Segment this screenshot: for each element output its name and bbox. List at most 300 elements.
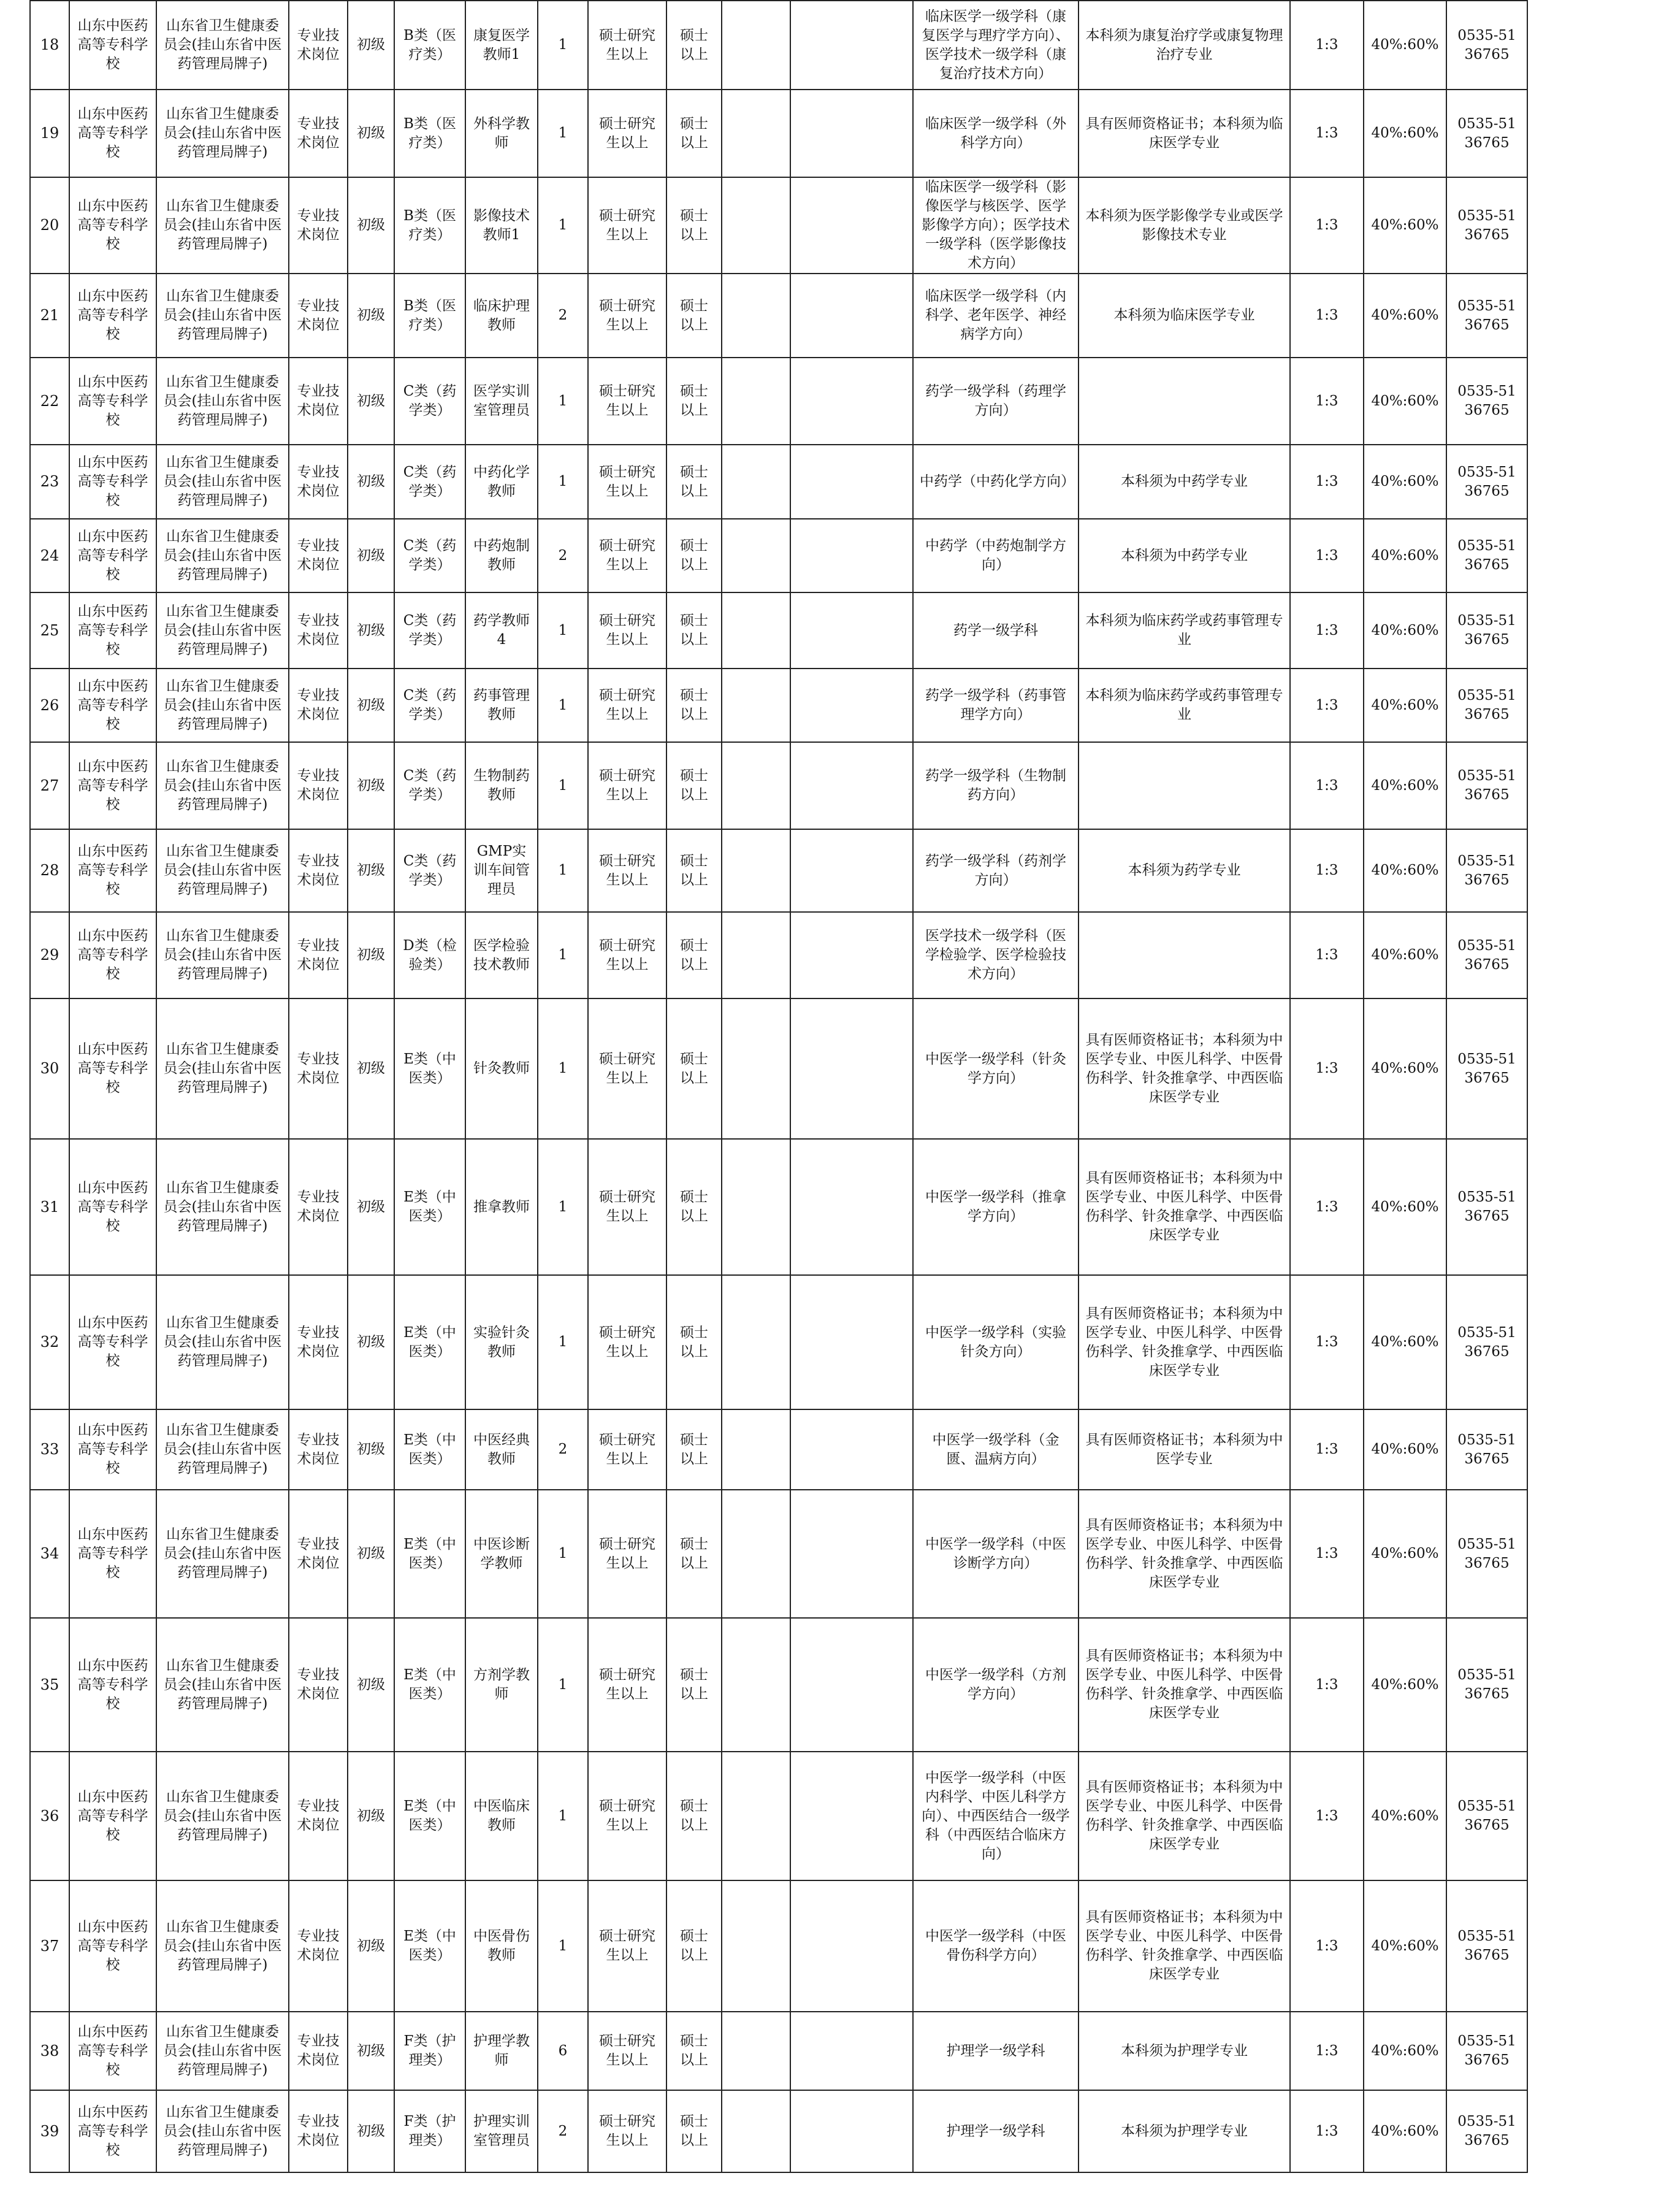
department-cell: 山东省卫生健康委员会(挂山东省中医药管理局牌子)	[156, 90, 289, 177]
score-weight-cell: 40%:60%	[1364, 177, 1446, 274]
education-cell: 硕士研究生以上	[588, 90, 666, 177]
department-cell: 山东省卫生健康委员会(挂山东省中医药管理局牌子)	[156, 2090, 289, 2172]
blank-column-2-cell	[790, 177, 913, 274]
other-requirement-cell: 具有医师资格证书；本科须为中医学专业、中医儿科学、中医骨伤科学、针灸推拿学、中西医临床医学专业	[1079, 1752, 1290, 1880]
exam-category-cell: C类（药学类）	[394, 669, 465, 742]
blank-column-cell	[722, 592, 790, 669]
score-weight-cell: 40%:60%	[1364, 2090, 1446, 2172]
exam-ratio-cell: 1:3	[1290, 1618, 1364, 1752]
position-type-cell: 专业技术岗位	[289, 177, 348, 274]
exam-category-cell: E类（中医类）	[394, 1618, 465, 1752]
major-requirement-cell: 药学一级学科（药剂学方向）	[913, 829, 1079, 912]
position-level-cell: 初级	[348, 1880, 394, 2012]
other-requirement-cell: 具有医师资格证书；本科须为中医学专业、中医儿科学、中医骨伤科学、针灸推拿学、中西医临床医学专业	[1079, 1490, 1290, 1618]
contact-phone-cell: 0535-5136765	[1446, 742, 1527, 829]
hiring-count-cell: 1	[538, 592, 588, 669]
position-name-cell: 中药炮制教师	[465, 519, 538, 592]
hiring-count-cell: 1	[538, 445, 588, 519]
score-weight-cell: 40%:60%	[1364, 912, 1446, 998]
exam-ratio-cell: 1:3	[1290, 445, 1364, 519]
blank-column-2-cell	[790, 1409, 913, 1490]
blank-column-cell	[722, 1409, 790, 1490]
exam-category-cell: E类（中医类）	[394, 1409, 465, 1490]
other-requirement-cell: 具有医师资格证书；本科须为中医学专业、中医儿科学、中医骨伤科学、针灸推拿学、中西医临床医学专业	[1079, 998, 1290, 1139]
table-row	[30, 742, 1527, 829]
score-weight-cell: 40%:60%	[1364, 1752, 1446, 1880]
position-name-cell: 护理学教师	[465, 2012, 538, 2090]
blank-column-2-cell	[790, 358, 913, 445]
exam-category-cell: F类（护理类）	[394, 2012, 465, 2090]
education-cell: 硕士研究生以上	[588, 998, 666, 1139]
contact-phone-cell: 0535-5136765	[1446, 2012, 1527, 2090]
exam-category-cell: C类（药学类）	[394, 519, 465, 592]
other-requirement-cell: 本科须为护理学专业	[1079, 2012, 1290, 2090]
exam-ratio-cell: 1:3	[1290, 1409, 1364, 1490]
major-requirement-cell: 临床医学一级学科（影像医学与核医学、医学影像学方向）；医学技术一级学科（医学影像技术方向）	[913, 177, 1079, 274]
department-cell: 山东省卫生健康委员会(挂山东省中医药管理局牌子)	[156, 1880, 289, 2012]
degree-cell: 硕士以上	[666, 669, 722, 742]
position-type-cell: 专业技术岗位	[289, 829, 348, 912]
blank-column-2-cell	[790, 1275, 913, 1409]
blank-column-cell	[722, 1139, 790, 1275]
major-requirement-cell: 中医学一级学科（实验针灸方向）	[913, 1275, 1079, 1409]
blank-column-cell	[722, 358, 790, 445]
position-name-cell: 中医经典教师	[465, 1409, 538, 1490]
position-type-cell: 专业技术岗位	[289, 1618, 348, 1752]
blank-column-2-cell	[790, 742, 913, 829]
position-level-cell: 初级	[348, 1618, 394, 1752]
exam-category-cell: E类（中医类）	[394, 1752, 465, 1880]
other-requirement-cell: 本科须为临床医学专业	[1079, 274, 1290, 358]
row-number-cell: 29	[30, 912, 69, 998]
position-level-cell: 初级	[348, 1752, 394, 1880]
position-type-cell: 专业技术岗位	[289, 742, 348, 829]
blank-column-cell	[722, 1, 790, 90]
department-cell: 山东省卫生健康委员会(挂山东省中医药管理局牌子)	[156, 274, 289, 358]
other-requirement-cell: 本科须为医学影像学专业或医学影像技术专业	[1079, 177, 1290, 274]
table-row	[30, 1618, 1527, 1752]
position-type-cell: 专业技术岗位	[289, 912, 348, 998]
position-name-cell: 医学检验技术教师	[465, 912, 538, 998]
department-cell: 山东省卫生健康委员会(挂山东省中医药管理局牌子)	[156, 1139, 289, 1275]
row-number-cell: 36	[30, 1752, 69, 1880]
contact-phone-cell: 0535-5136765	[1446, 912, 1527, 998]
row-number-cell: 33	[30, 1409, 69, 1490]
education-cell: 硕士研究生以上	[588, 912, 666, 998]
position-level-cell: 初级	[348, 829, 394, 912]
position-type-cell: 专业技术岗位	[289, 998, 348, 1139]
other-requirement-cell: 具有医师资格证书；本科须为中医学专业、中医儿科学、中医骨伤科学、针灸推拿学、中西医临床医学专业	[1079, 1139, 1290, 1275]
row-number-cell: 37	[30, 1880, 69, 2012]
hiring-count-cell: 1	[538, 998, 588, 1139]
blank-column-2-cell	[790, 2090, 913, 2172]
position-name-cell: 中医诊断学教师	[465, 1490, 538, 1618]
contact-phone-cell: 0535-5136765	[1446, 90, 1527, 177]
blank-column-cell	[722, 1275, 790, 1409]
hiring-count-cell: 2	[538, 2090, 588, 2172]
exam-ratio-cell: 1:3	[1290, 274, 1364, 358]
contact-phone-cell: 0535-5136765	[1446, 1139, 1527, 1275]
position-level-cell: 初级	[348, 90, 394, 177]
department-cell: 山东省卫生健康委员会(挂山东省中医药管理局牌子)	[156, 592, 289, 669]
row-number-cell: 26	[30, 669, 69, 742]
position-type-cell: 专业技术岗位	[289, 592, 348, 669]
major-requirement-cell: 临床医学一级学科（康复医学与理疗学方向）、医学技术一级学科（康复治疗技术方向）	[913, 1, 1079, 90]
degree-cell: 硕士以上	[666, 2012, 722, 2090]
hiring-count-cell: 1	[538, 1, 588, 90]
blank-column-2-cell	[790, 519, 913, 592]
exam-ratio-cell: 1:3	[1290, 742, 1364, 829]
score-weight-cell: 40%:60%	[1364, 592, 1446, 669]
blank-column-cell	[722, 2012, 790, 2090]
exam-category-cell: E类（中医类）	[394, 1139, 465, 1275]
school-name-cell: 山东中医药高等专科学校	[69, 274, 156, 358]
education-cell: 硕士研究生以上	[588, 1880, 666, 2012]
hiring-count-cell: 1	[538, 1490, 588, 1618]
position-level-cell: 初级	[348, 1, 394, 90]
position-name-cell: 生物制药教师	[465, 742, 538, 829]
school-name-cell: 山东中医药高等专科学校	[69, 829, 156, 912]
department-cell: 山东省卫生健康委员会(挂山东省中医药管理局牌子)	[156, 829, 289, 912]
position-name-cell: 临床护理教师	[465, 274, 538, 358]
blank-column-cell	[722, 912, 790, 998]
education-cell: 硕士研究生以上	[588, 2012, 666, 2090]
department-cell: 山东省卫生健康委员会(挂山东省中医药管理局牌子)	[156, 445, 289, 519]
exam-category-cell: E类（中医类）	[394, 1275, 465, 1409]
school-name-cell: 山东中医药高等专科学校	[69, 998, 156, 1139]
row-number-cell: 18	[30, 1, 69, 90]
score-weight-cell: 40%:60%	[1364, 274, 1446, 358]
major-requirement-cell: 中医学一级学科（推拿学方向）	[913, 1139, 1079, 1275]
degree-cell: 硕士以上	[666, 998, 722, 1139]
exam-ratio-cell: 1:3	[1290, 2090, 1364, 2172]
blank-column-cell	[722, 519, 790, 592]
other-requirement-cell: 本科须为药学专业	[1079, 829, 1290, 912]
major-requirement-cell: 中医学一级学科（中医骨伤科学方向）	[913, 1880, 1079, 2012]
blank-column-2-cell	[790, 1880, 913, 2012]
degree-cell: 硕士以上	[666, 1139, 722, 1275]
major-requirement-cell: 中药学（中药炮制学方向）	[913, 519, 1079, 592]
degree-cell: 硕士以上	[666, 1275, 722, 1409]
exam-ratio-cell: 1:3	[1290, 669, 1364, 742]
contact-phone-cell: 0535-5136765	[1446, 669, 1527, 742]
department-cell: 山东省卫生健康委员会(挂山东省中医药管理局牌子)	[156, 2012, 289, 2090]
score-weight-cell: 40%:60%	[1364, 445, 1446, 519]
exam-category-cell: B类（医疗类）	[394, 90, 465, 177]
position-name-cell: 方剂学教师	[465, 1618, 538, 1752]
row-number-cell: 27	[30, 742, 69, 829]
school-name-cell: 山东中医药高等专科学校	[69, 1618, 156, 1752]
table-row	[30, 1880, 1527, 2012]
major-requirement-cell: 药学一级学科（药事管理学方向）	[913, 669, 1079, 742]
contact-phone-cell: 0535-5136765	[1446, 1, 1527, 90]
table-row	[30, 912, 1527, 998]
score-weight-cell: 40%:60%	[1364, 1409, 1446, 1490]
blank-column-cell	[722, 2090, 790, 2172]
exam-category-cell: B类（医疗类）	[394, 1, 465, 90]
contact-phone-cell: 0535-5136765	[1446, 829, 1527, 912]
table-row	[30, 1, 1527, 90]
row-number-cell: 28	[30, 829, 69, 912]
position-name-cell: 医学实训室管理员	[465, 358, 538, 445]
row-number-cell: 25	[30, 592, 69, 669]
score-weight-cell: 40%:60%	[1364, 519, 1446, 592]
recruitment-table	[29, 0, 1528, 2173]
blank-column-cell	[722, 177, 790, 274]
degree-cell: 硕士以上	[666, 592, 722, 669]
blank-column-cell	[722, 669, 790, 742]
exam-ratio-cell: 1:3	[1290, 1275, 1364, 1409]
department-cell: 山东省卫生健康委员会(挂山东省中医药管理局牌子)	[156, 1275, 289, 1409]
blank-column-2-cell	[790, 998, 913, 1139]
row-number-cell: 23	[30, 445, 69, 519]
exam-ratio-cell: 1:3	[1290, 177, 1364, 274]
exam-ratio-cell: 1:3	[1290, 998, 1364, 1139]
score-weight-cell: 40%:60%	[1364, 1490, 1446, 1618]
exam-category-cell: C类（药学类）	[394, 829, 465, 912]
row-number-cell: 24	[30, 519, 69, 592]
contact-phone-cell: 0535-5136765	[1446, 1409, 1527, 1490]
hiring-count-cell: 1	[538, 358, 588, 445]
blank-column-2-cell	[790, 829, 913, 912]
other-requirement-cell	[1079, 742, 1290, 829]
education-cell: 硕士研究生以上	[588, 2090, 666, 2172]
hiring-count-cell: 6	[538, 2012, 588, 2090]
exam-category-cell: C类（药学类）	[394, 445, 465, 519]
contact-phone-cell: 0535-5136765	[1446, 519, 1527, 592]
hiring-count-cell: 2	[538, 1409, 588, 1490]
degree-cell: 硕士以上	[666, 274, 722, 358]
school-name-cell: 山东中医药高等专科学校	[69, 2012, 156, 2090]
exam-ratio-cell: 1:3	[1290, 1, 1364, 90]
table-row	[30, 177, 1527, 274]
degree-cell: 硕士以上	[666, 1880, 722, 2012]
contact-phone-cell: 0535-5136765	[1446, 1752, 1527, 1880]
degree-cell: 硕士以上	[666, 829, 722, 912]
education-cell: 硕士研究生以上	[588, 358, 666, 445]
blank-column-cell	[722, 1490, 790, 1618]
education-cell: 硕士研究生以上	[588, 177, 666, 274]
position-type-cell: 专业技术岗位	[289, 445, 348, 519]
blank-column-2-cell	[790, 1490, 913, 1618]
score-weight-cell: 40%:60%	[1364, 358, 1446, 445]
row-number-cell: 31	[30, 1139, 69, 1275]
major-requirement-cell: 药学一级学科	[913, 592, 1079, 669]
hiring-count-cell: 1	[538, 1752, 588, 1880]
degree-cell: 硕士以上	[666, 2090, 722, 2172]
exam-ratio-cell: 1:3	[1290, 519, 1364, 592]
major-requirement-cell: 中医学一级学科（中医内科学、中医儿科学方向）、中西医结合一级学科（中西医结合临床方向）	[913, 1752, 1079, 1880]
row-number-cell: 35	[30, 1618, 69, 1752]
blank-column-2-cell	[790, 90, 913, 177]
school-name-cell: 山东中医药高等专科学校	[69, 1409, 156, 1490]
table-row	[30, 519, 1527, 592]
position-level-cell: 初级	[348, 1490, 394, 1618]
exam-ratio-cell: 1:3	[1290, 1880, 1364, 2012]
table-row	[30, 1139, 1527, 1275]
score-weight-cell: 40%:60%	[1364, 998, 1446, 1139]
major-requirement-cell: 中医学一级学科（针灸学方向）	[913, 998, 1079, 1139]
exam-category-cell: F类（护理类）	[394, 2090, 465, 2172]
department-cell: 山东省卫生健康委员会(挂山东省中医药管理局牌子)	[156, 358, 289, 445]
position-level-cell: 初级	[348, 445, 394, 519]
major-requirement-cell: 临床医学一级学科（外科学方向）	[913, 90, 1079, 177]
education-cell: 硕士研究生以上	[588, 519, 666, 592]
row-number-cell: 34	[30, 1490, 69, 1618]
score-weight-cell: 40%:60%	[1364, 742, 1446, 829]
other-requirement-cell: 具有医师资格证书；本科须为临床医学专业	[1079, 90, 1290, 177]
degree-cell: 硕士以上	[666, 1490, 722, 1618]
degree-cell: 硕士以上	[666, 1, 722, 90]
exam-ratio-cell: 1:3	[1290, 592, 1364, 669]
position-name-cell: 中药化学教师	[465, 445, 538, 519]
school-name-cell: 山东中医药高等专科学校	[69, 742, 156, 829]
other-requirement-cell: 具有医师资格证书；本科须为中医学专业、中医儿科学、中医骨伤科学、针灸推拿学、中西医临床医学专业	[1079, 1275, 1290, 1409]
position-level-cell: 初级	[348, 177, 394, 274]
hiring-count-cell: 1	[538, 1618, 588, 1752]
exam-category-cell: C类（药学类）	[394, 742, 465, 829]
row-number-cell: 39	[30, 2090, 69, 2172]
position-type-cell: 专业技术岗位	[289, 669, 348, 742]
table-row	[30, 592, 1527, 669]
exam-ratio-cell: 1:3	[1290, 1752, 1364, 1880]
other-requirement-cell	[1079, 358, 1290, 445]
blank-column-2-cell	[790, 2012, 913, 2090]
degree-cell: 硕士以上	[666, 1409, 722, 1490]
position-name-cell: GMP实训车间管理员	[465, 829, 538, 912]
exam-category-cell: E类（中医类）	[394, 1490, 465, 1618]
department-cell: 山东省卫生健康委员会(挂山东省中医药管理局牌子)	[156, 1752, 289, 1880]
contact-phone-cell: 0535-5136765	[1446, 1880, 1527, 2012]
table-row	[30, 829, 1527, 912]
school-name-cell: 山东中医药高等专科学校	[69, 1752, 156, 1880]
position-name-cell: 针灸教师	[465, 998, 538, 1139]
contact-phone-cell: 0535-5136765	[1446, 274, 1527, 358]
major-requirement-cell: 中药学（中药化学方向）	[913, 445, 1079, 519]
exam-ratio-cell: 1:3	[1290, 829, 1364, 912]
blank-column-2-cell	[790, 592, 913, 669]
position-level-cell: 初级	[348, 274, 394, 358]
hiring-count-cell: 1	[538, 1139, 588, 1275]
position-level-cell: 初级	[348, 912, 394, 998]
position-level-cell: 初级	[348, 669, 394, 742]
position-name-cell: 中医临床教师	[465, 1752, 538, 1880]
education-cell: 硕士研究生以上	[588, 274, 666, 358]
hiring-count-cell: 1	[538, 177, 588, 274]
table-row	[30, 90, 1527, 177]
hiring-count-cell: 1	[538, 1880, 588, 2012]
score-weight-cell: 40%:60%	[1364, 1618, 1446, 1752]
blank-column-2-cell	[790, 669, 913, 742]
score-weight-cell: 40%:60%	[1364, 1880, 1446, 2012]
education-cell: 硕士研究生以上	[588, 1275, 666, 1409]
position-name-cell: 影像技术教师1	[465, 177, 538, 274]
exam-ratio-cell: 1:3	[1290, 2012, 1364, 2090]
position-name-cell: 推拿教师	[465, 1139, 538, 1275]
school-name-cell: 山东中医药高等专科学校	[69, 177, 156, 274]
hiring-count-cell: 1	[538, 1275, 588, 1409]
hiring-count-cell: 1	[538, 669, 588, 742]
school-name-cell: 山东中医药高等专科学校	[69, 358, 156, 445]
department-cell: 山东省卫生健康委员会(挂山东省中医药管理局牌子)	[156, 1409, 289, 1490]
exam-category-cell: E类（中医类）	[394, 1880, 465, 2012]
row-number-cell: 22	[30, 358, 69, 445]
other-requirement-cell	[1079, 912, 1290, 998]
position-name-cell: 药事管理教师	[465, 669, 538, 742]
school-name-cell: 山东中医药高等专科学校	[69, 1275, 156, 1409]
hiring-count-cell: 2	[538, 274, 588, 358]
other-requirement-cell: 本科须为护理学专业	[1079, 2090, 1290, 2172]
degree-cell: 硕士以上	[666, 1618, 722, 1752]
school-name-cell: 山东中医药高等专科学校	[69, 669, 156, 742]
position-name-cell: 康复医学教师1	[465, 1, 538, 90]
school-name-cell: 山东中医药高等专科学校	[69, 445, 156, 519]
education-cell: 硕士研究生以上	[588, 1139, 666, 1275]
exam-category-cell: D类（检验类）	[394, 912, 465, 998]
position-type-cell: 专业技术岗位	[289, 1490, 348, 1618]
position-level-cell: 初级	[348, 2090, 394, 2172]
blank-column-cell	[722, 90, 790, 177]
school-name-cell: 山东中医药高等专科学校	[69, 1139, 156, 1275]
table-row	[30, 1490, 1527, 1618]
contact-phone-cell: 0535-5136765	[1446, 445, 1527, 519]
department-cell: 山东省卫生健康委员会(挂山东省中医药管理局牌子)	[156, 1490, 289, 1618]
contact-phone-cell: 0535-5136765	[1446, 2090, 1527, 2172]
school-name-cell: 山东中医药高等专科学校	[69, 592, 156, 669]
table-row	[30, 1752, 1527, 1880]
score-weight-cell: 40%:60%	[1364, 829, 1446, 912]
degree-cell: 硕士以上	[666, 912, 722, 998]
education-cell: 硕士研究生以上	[588, 445, 666, 519]
education-cell: 硕士研究生以上	[588, 592, 666, 669]
blank-column-cell	[722, 274, 790, 358]
education-cell: 硕士研究生以上	[588, 829, 666, 912]
table-row	[30, 1275, 1527, 1409]
position-level-cell: 初级	[348, 742, 394, 829]
other-requirement-cell: 具有医师资格证书；本科须为中医学专业	[1079, 1409, 1290, 1490]
position-name-cell: 外科学教师	[465, 90, 538, 177]
degree-cell: 硕士以上	[666, 90, 722, 177]
blank-column-cell	[722, 998, 790, 1139]
score-weight-cell: 40%:60%	[1364, 90, 1446, 177]
department-cell: 山东省卫生健康委员会(挂山东省中医药管理局牌子)	[156, 1, 289, 90]
other-requirement-cell: 本科须为中药学专业	[1079, 445, 1290, 519]
other-requirement-cell: 具有医师资格证书；本科须为中医学专业、中医儿科学、中医骨伤科学、针灸推拿学、中西医临床医学专业	[1079, 1880, 1290, 2012]
contact-phone-cell: 0535-5136765	[1446, 358, 1527, 445]
row-number-cell: 38	[30, 2012, 69, 2090]
position-level-cell: 初级	[348, 2012, 394, 2090]
exam-ratio-cell: 1:3	[1290, 1139, 1364, 1275]
blank-column-cell	[722, 1618, 790, 1752]
contact-phone-cell: 0535-5136765	[1446, 998, 1527, 1139]
table-row	[30, 998, 1527, 1139]
other-requirement-cell: 本科须为临床药学或药事管理专业	[1079, 669, 1290, 742]
blank-column-2-cell	[790, 1752, 913, 1880]
table-row	[30, 669, 1527, 742]
degree-cell: 硕士以上	[666, 742, 722, 829]
education-cell: 硕士研究生以上	[588, 1, 666, 90]
blank-column-cell	[722, 742, 790, 829]
position-level-cell: 初级	[348, 519, 394, 592]
position-type-cell: 专业技术岗位	[289, 2012, 348, 2090]
contact-phone-cell: 0535-5136765	[1446, 1275, 1527, 1409]
row-number-cell: 30	[30, 998, 69, 1139]
department-cell: 山东省卫生健康委员会(挂山东省中医药管理局牌子)	[156, 669, 289, 742]
education-cell: 硕士研究生以上	[588, 669, 666, 742]
position-type-cell: 专业技术岗位	[289, 1880, 348, 2012]
position-level-cell: 初级	[348, 358, 394, 445]
position-type-cell: 专业技术岗位	[289, 1139, 348, 1275]
